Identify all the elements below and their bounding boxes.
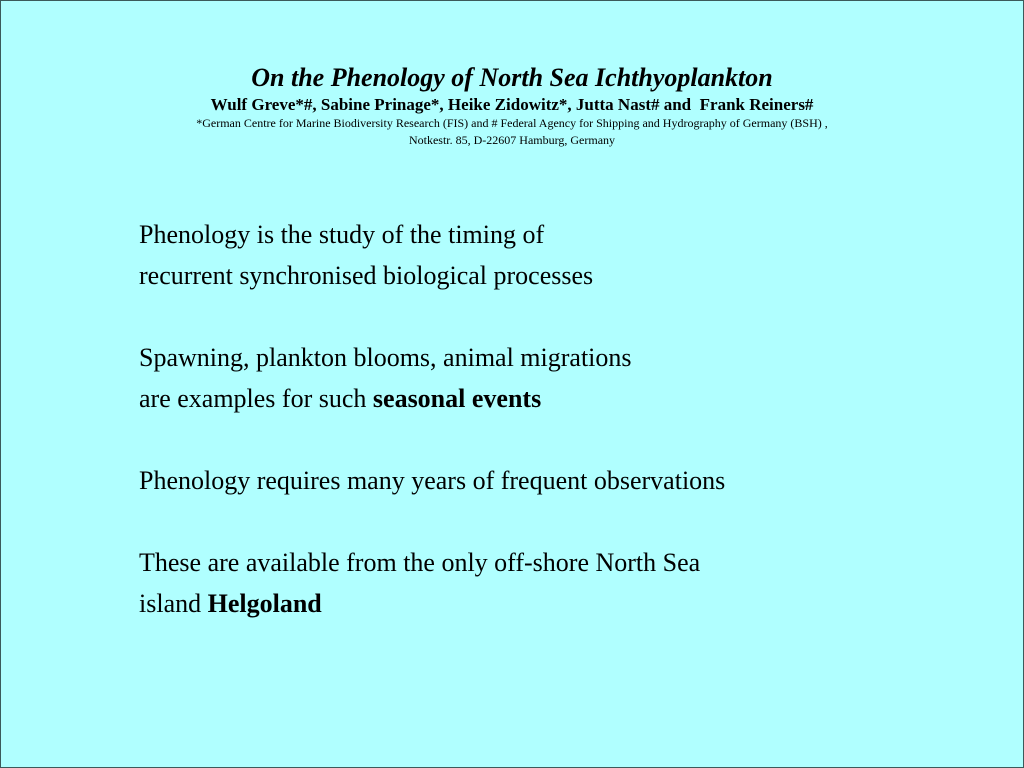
paragraph-line: Phenology is the study of the timing of	[139, 220, 545, 249]
paragraph-observations	[139, 460, 999, 501]
paragraph-line: recurrent synchronised biological processes	[139, 261, 594, 290]
slide-body	[139, 214, 999, 665]
emphasis-seasonal-events: seasonal events	[372, 384, 542, 413]
paragraph-line: Spawning, plankton blooms, animal migrations	[139, 343, 632, 372]
paragraph-text: are examples for such	[139, 384, 373, 413]
affiliation-line-2: Notkestr. 85, D-22607 Hamburg, Germany	[408, 133, 616, 147]
slide-title: On the Phenology of North Sea Ichthyoplankton	[251, 63, 773, 92]
paragraph-line	[139, 378, 999, 419]
author-list: Wulf Greve*#, Sabine Prinage*, Heike Zidowitz*, Jutta Nast# and Frank Reiners#	[210, 95, 814, 114]
slide-header	[1, 61, 1023, 149]
paragraph-phenology-definition	[139, 214, 999, 296]
paragraph-helgoland	[139, 542, 999, 624]
affiliation-line-1: *German Centre for Marine Biodiversity Research (FIS) and # Federal Agency for Shipping and Hydrography of Germany (BSH) ,	[196, 116, 828, 130]
paragraph-text: island	[139, 589, 208, 618]
paragraph-seasonal-events	[139, 337, 999, 419]
emphasis-helgoland: Helgoland	[207, 589, 322, 618]
paragraph-line: These are available from the only off-shore North Sea	[139, 548, 701, 577]
paragraph-line	[139, 583, 999, 624]
paragraph-line: Phenology requires many years of frequent observations	[139, 466, 726, 495]
